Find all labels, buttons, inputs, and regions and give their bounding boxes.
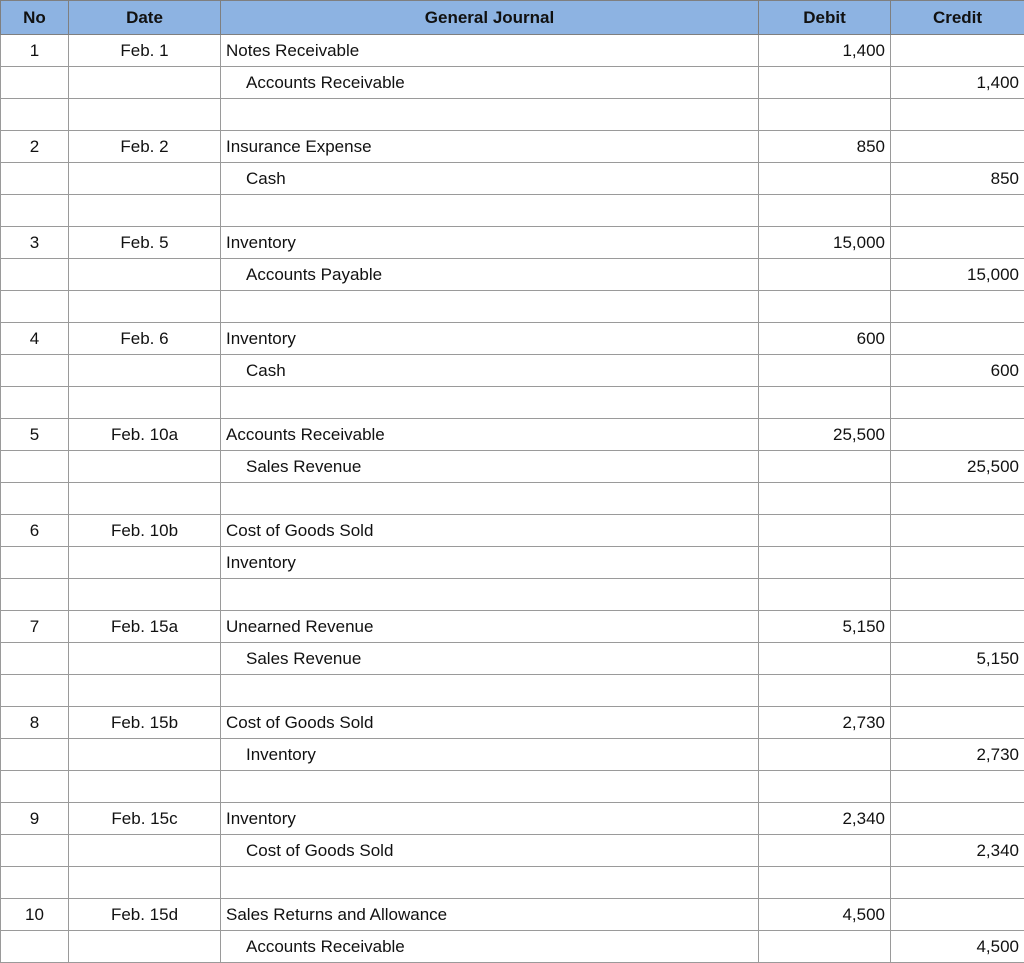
blank-cell	[891, 291, 1024, 323]
credit-row-date-cell	[69, 931, 221, 963]
blank-cell	[891, 579, 1024, 611]
blank-cell	[891, 867, 1024, 899]
blank-cell	[221, 195, 759, 227]
journal-debit-row	[1, 707, 1024, 739]
journal-credit-row	[1, 259, 1024, 291]
credit-row-no-cell	[1, 67, 69, 99]
blank-cell	[1, 195, 69, 227]
credit-row-debit-cell	[759, 163, 891, 195]
credit-account: Cash	[221, 163, 759, 195]
credit-row-debit-cell	[759, 451, 891, 483]
blank-cell	[221, 579, 759, 611]
debit-row-credit-cell	[891, 419, 1024, 451]
debit-row-credit-cell	[891, 35, 1024, 67]
journal-credit-row	[1, 739, 1024, 771]
credit-row-debit-cell	[759, 643, 891, 675]
journal-credit-row	[1, 643, 1024, 675]
blank-cell	[891, 483, 1024, 515]
debit-account: Notes Receivable	[221, 35, 759, 67]
blank-cell	[759, 771, 891, 803]
journal-debit-row	[1, 227, 1024, 259]
credit-amount: 600	[891, 355, 1024, 387]
debit-amount: 600	[759, 323, 891, 355]
credit-amount: 1,400	[891, 67, 1024, 99]
debit-row-credit-cell	[891, 323, 1024, 355]
blank-cell	[891, 387, 1024, 419]
journal-debit-row	[1, 323, 1024, 355]
blank-cell	[1, 483, 69, 515]
credit-amount: 4,500	[891, 931, 1024, 963]
entry-number: 6	[1, 515, 69, 547]
debit-amount: 1,400	[759, 35, 891, 67]
credit-row-date-cell	[69, 547, 221, 579]
blank-cell	[1, 867, 69, 899]
entry-number: 4	[1, 323, 69, 355]
blank-cell	[759, 387, 891, 419]
debit-amount: 5,150	[759, 611, 891, 643]
credit-row-no-cell	[1, 259, 69, 291]
credit-amount: 25,500	[891, 451, 1024, 483]
credit-row-no-cell	[1, 739, 69, 771]
entry-date: Feb. 1	[69, 35, 221, 67]
header-row	[1, 1, 1024, 35]
entry-number: 1	[1, 35, 69, 67]
blank-cell	[891, 99, 1024, 131]
credit-row-date-cell	[69, 451, 221, 483]
credit-account: Sales Revenue	[221, 643, 759, 675]
credit-row-date-cell	[69, 67, 221, 99]
blank-cell	[1, 579, 69, 611]
credit-row-date-cell	[69, 163, 221, 195]
journal-debit-row	[1, 899, 1024, 931]
blank-cell	[891, 675, 1024, 707]
header-credit: Credit	[891, 1, 1024, 35]
debit-account: Cost of Goods Sold	[221, 515, 759, 547]
blank-row	[1, 291, 1024, 323]
debit-account: Sales Returns and Allowance	[221, 899, 759, 931]
credit-account: Accounts Payable	[221, 259, 759, 291]
journal-body	[1, 35, 1024, 963]
blank-cell	[759, 579, 891, 611]
journal-credit-row	[1, 355, 1024, 387]
blank-cell	[221, 771, 759, 803]
credit-amount: 850	[891, 163, 1024, 195]
entry-date: Feb. 2	[69, 131, 221, 163]
entry-date: Feb. 15d	[69, 899, 221, 931]
debit-account: Accounts Receivable	[221, 419, 759, 451]
blank-cell	[1, 291, 69, 323]
blank-cell	[69, 579, 221, 611]
debit-amount	[759, 515, 891, 547]
journal-credit-row	[1, 67, 1024, 99]
entry-date: Feb. 5	[69, 227, 221, 259]
entry-number: 2	[1, 131, 69, 163]
blank-cell	[69, 291, 221, 323]
blank-row	[1, 771, 1024, 803]
credit-row-debit-cell	[759, 547, 891, 579]
credit-row-no-cell	[1, 835, 69, 867]
blank-cell	[69, 99, 221, 131]
debit-amount: 2,730	[759, 707, 891, 739]
credit-amount: 2,730	[891, 739, 1024, 771]
credit-amount	[891, 547, 1024, 579]
credit-account: Inventory	[221, 739, 759, 771]
blank-cell	[759, 99, 891, 131]
debit-row-credit-cell	[891, 227, 1024, 259]
blank-cell	[69, 387, 221, 419]
entry-number: 9	[1, 803, 69, 835]
credit-row-date-cell	[69, 259, 221, 291]
blank-cell	[69, 675, 221, 707]
entry-date: Feb. 6	[69, 323, 221, 355]
credit-row-no-cell	[1, 163, 69, 195]
blank-cell	[69, 483, 221, 515]
blank-cell	[69, 867, 221, 899]
blank-row	[1, 99, 1024, 131]
debit-account: Unearned Revenue	[221, 611, 759, 643]
entry-number: 8	[1, 707, 69, 739]
credit-account: Cost of Goods Sold	[221, 835, 759, 867]
journal-debit-row	[1, 131, 1024, 163]
debit-row-credit-cell	[891, 515, 1024, 547]
credit-amount: 15,000	[891, 259, 1024, 291]
credit-row-debit-cell	[759, 835, 891, 867]
blank-cell	[759, 195, 891, 227]
debit-amount: 25,500	[759, 419, 891, 451]
entry-number: 3	[1, 227, 69, 259]
debit-row-credit-cell	[891, 611, 1024, 643]
debit-account: Cost of Goods Sold	[221, 707, 759, 739]
blank-row	[1, 675, 1024, 707]
credit-row-debit-cell	[759, 67, 891, 99]
credit-row-debit-cell	[759, 739, 891, 771]
blank-cell	[891, 771, 1024, 803]
header-date: Date	[69, 1, 221, 35]
credit-row-no-cell	[1, 547, 69, 579]
credit-amount: 2,340	[891, 835, 1024, 867]
credit-account: Sales Revenue	[221, 451, 759, 483]
debit-row-credit-cell	[891, 803, 1024, 835]
credit-amount: 5,150	[891, 643, 1024, 675]
journal-debit-row	[1, 803, 1024, 835]
blank-cell	[759, 291, 891, 323]
credit-row-no-cell	[1, 643, 69, 675]
credit-account: Inventory	[221, 547, 759, 579]
blank-row	[1, 867, 1024, 899]
blank-cell	[221, 675, 759, 707]
journal-debit-row	[1, 515, 1024, 547]
credit-row-no-cell	[1, 451, 69, 483]
blank-cell	[1, 771, 69, 803]
blank-row	[1, 387, 1024, 419]
blank-cell	[221, 483, 759, 515]
blank-cell	[221, 387, 759, 419]
blank-cell	[1, 99, 69, 131]
credit-row-date-cell	[69, 355, 221, 387]
entry-number: 5	[1, 419, 69, 451]
journal-credit-row	[1, 547, 1024, 579]
header-debit: Debit	[759, 1, 891, 35]
entry-number: 7	[1, 611, 69, 643]
blank-cell	[221, 99, 759, 131]
blank-cell	[69, 195, 221, 227]
entry-date: Feb. 15c	[69, 803, 221, 835]
journal-credit-row	[1, 931, 1024, 963]
credit-row-debit-cell	[759, 259, 891, 291]
blank-cell	[891, 195, 1024, 227]
blank-row	[1, 195, 1024, 227]
debit-row-credit-cell	[891, 131, 1024, 163]
debit-amount: 4,500	[759, 899, 891, 931]
credit-row-date-cell	[69, 739, 221, 771]
entry-date: Feb. 15b	[69, 707, 221, 739]
blank-cell	[759, 675, 891, 707]
credit-row-debit-cell	[759, 931, 891, 963]
credit-account: Cash	[221, 355, 759, 387]
blank-cell	[759, 867, 891, 899]
entry-date: Feb. 10b	[69, 515, 221, 547]
credit-row-debit-cell	[759, 355, 891, 387]
blank-cell	[221, 867, 759, 899]
credit-row-no-cell	[1, 355, 69, 387]
entry-date: Feb. 15a	[69, 611, 221, 643]
blank-row	[1, 483, 1024, 515]
credit-row-date-cell	[69, 835, 221, 867]
debit-amount: 2,340	[759, 803, 891, 835]
credit-account: Accounts Receivable	[221, 931, 759, 963]
journal-credit-row	[1, 451, 1024, 483]
debit-amount: 850	[759, 131, 891, 163]
header-no: No	[1, 1, 69, 35]
debit-row-credit-cell	[891, 899, 1024, 931]
blank-cell	[1, 387, 69, 419]
blank-cell	[1, 675, 69, 707]
debit-row-credit-cell	[891, 707, 1024, 739]
credit-row-no-cell	[1, 931, 69, 963]
journal-debit-row	[1, 419, 1024, 451]
blank-cell	[759, 483, 891, 515]
debit-account: Inventory	[221, 227, 759, 259]
entry-date: Feb. 10a	[69, 419, 221, 451]
credit-account: Accounts Receivable	[221, 67, 759, 99]
debit-account: Inventory	[221, 803, 759, 835]
header-general-journal: General Journal	[221, 1, 759, 35]
blank-cell	[69, 771, 221, 803]
debit-account: Inventory	[221, 323, 759, 355]
blank-cell	[221, 291, 759, 323]
blank-row	[1, 579, 1024, 611]
debit-account: Insurance Expense	[221, 131, 759, 163]
journal-credit-row	[1, 163, 1024, 195]
credit-row-date-cell	[69, 643, 221, 675]
debit-amount: 15,000	[759, 227, 891, 259]
journal-debit-row	[1, 611, 1024, 643]
entry-number: 10	[1, 899, 69, 931]
journal-debit-row	[1, 35, 1024, 67]
journal-credit-row	[1, 835, 1024, 867]
